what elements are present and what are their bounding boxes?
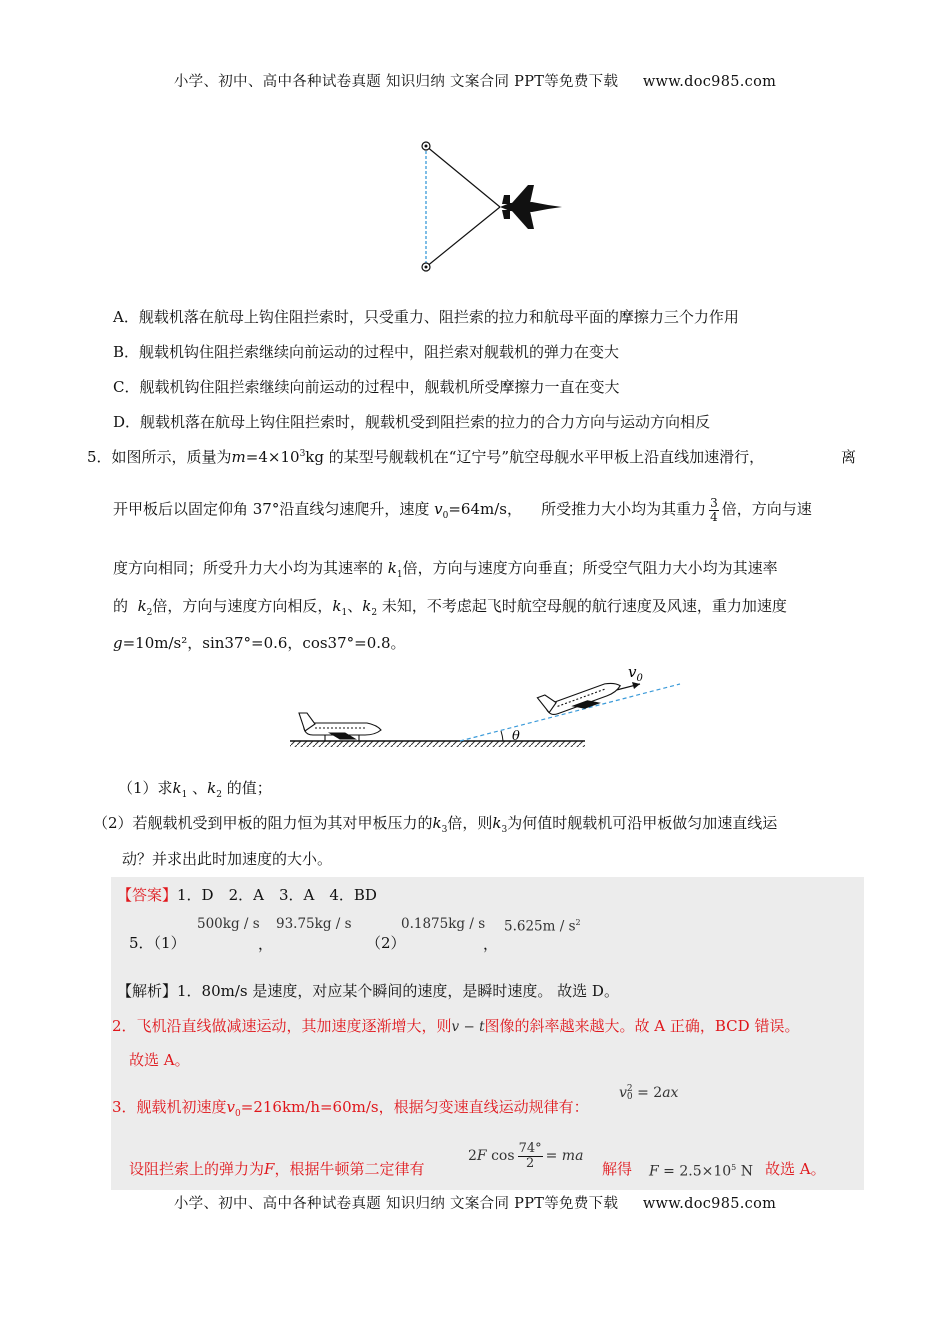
q5-text: 倍，方向与速度方向垂直；所受空气阻力大小均为其速率 — [402, 559, 778, 577]
analysis-line-2b: 故选 A。 — [129, 1051, 190, 1069]
fraction-numerator: 3 — [710, 496, 718, 510]
analysis-text: ，根据牛顿第二定律有 — [274, 1160, 425, 1178]
k1-symbol: k — [332, 597, 342, 615]
eq2-force: F — [476, 1148, 487, 1165]
vt-graph-symbol: v − t — [451, 1019, 485, 1035]
analysis-line-4 — [129, 1158, 424, 1179]
result-exponent: 5 — [731, 1163, 737, 1172]
fraction-denominator: 4 — [710, 509, 718, 524]
result-unit: N — [740, 1163, 753, 1180]
q5-text: 倍，方向与速度方向相反， — [152, 597, 333, 615]
k1-value: 500 — [197, 916, 223, 932]
angle-arc — [501, 731, 503, 741]
answer-k1 — [197, 916, 260, 932]
velocity-value: =64m/s， — [448, 500, 522, 519]
mass-exponent: 3 — [299, 449, 306, 459]
arresting-cable-figure — [400, 135, 580, 280]
k3-symbol: k — [432, 814, 442, 832]
takeoff-figure — [285, 655, 700, 755]
eq-v: v — [619, 1085, 627, 1102]
footer-url: www.doc985.com — [642, 1196, 777, 1212]
k3-value: 0.1875 — [401, 916, 449, 932]
comma: ， — [258, 935, 274, 953]
k2-unit: kg / s — [314, 916, 352, 932]
q4-option-c: C．舰载机钩住阻拦索继续向前运动的过程中，舰载机所受摩擦力一直在变大 — [113, 378, 620, 396]
q5-text: 倍，则 — [447, 814, 493, 832]
page-header — [0, 70, 950, 91]
analysis-line-2 — [112, 1015, 799, 1036]
cable-lower-line — [426, 207, 500, 267]
cable-upper-line — [426, 146, 500, 207]
theta-label: θ — [512, 729, 520, 744]
mass-value: =4×10 — [245, 448, 300, 466]
solve-label: 解得 — [602, 1160, 633, 1178]
eq-v-sub: 0 — [626, 1092, 633, 1103]
deck-hatching — [290, 741, 585, 747]
q5-text: 的值； — [226, 779, 272, 797]
q5-part-2-cont: 动？并求出此时加速度的大小。 — [122, 850, 333, 868]
answer-list: 1．D 2．A 3．A 4．BD — [177, 886, 377, 904]
unit-exponent: 2 — [575, 918, 581, 927]
k3-subscript: 3 — [501, 825, 508, 835]
answer-acceleration — [504, 918, 581, 935]
eq2-equals: = — [545, 1148, 558, 1165]
analysis-line-3 — [112, 1096, 589, 1119]
velocity-subscript: 0 — [235, 1109, 241, 1119]
result-value: = 2.5×10 — [663, 1163, 732, 1180]
analysis-tag: 【解析】 — [117, 982, 178, 1000]
newton-equation — [468, 1142, 583, 1170]
q5-part-2 — [93, 812, 777, 835]
q5-line-3 — [113, 557, 778, 580]
force-symbol: F — [264, 1160, 275, 1178]
comma: ， — [483, 935, 499, 953]
header-url: www.doc985.com — [642, 74, 777, 90]
k2-symbol: k — [137, 597, 147, 615]
k1-symbol: k — [387, 559, 397, 577]
eq-v-scripts — [627, 1085, 633, 1101]
angle-fraction — [518, 1142, 543, 1170]
gravity-symbol: g — [113, 634, 123, 652]
answer-k3 — [401, 916, 485, 932]
kinematics-equation — [619, 1085, 678, 1101]
k1-subscript: 1 — [341, 608, 348, 618]
choose-a: 故选 A。 — [765, 1160, 826, 1178]
analysis-text: 图像的斜率越来越大。故 A 正确，BCD 错误。 — [484, 1017, 800, 1035]
v0-label: $v_0$ — [628, 663, 643, 684]
q5-text: =10m/s²，sin37°=0.6，cos37°=0.8。 — [122, 634, 406, 652]
k2-subscript: 2 — [216, 790, 222, 800]
k3-symbol: k — [492, 814, 502, 832]
q5-text: 为何值时舰载机可沿甲板做匀加速直线运 — [507, 814, 778, 832]
eq2-denominator: 2 — [525, 1155, 535, 1171]
answer-tag: 【答案】 — [117, 886, 178, 904]
analysis-text: 3．舰载机初速度 — [112, 1098, 227, 1116]
q5-text: kg 的某型号舰载机在“辽宁号”航空母舰水平甲板上沿直线加速滑行， — [305, 448, 765, 466]
airplane-climbing-icon — [537, 670, 623, 722]
analysis-text: 设阻拦索上的弹力为 — [129, 1160, 265, 1178]
analysis-line-1 — [117, 980, 619, 1001]
velocity-symbol: v — [226, 1098, 236, 1116]
k2-value: 93.75 — [276, 916, 315, 932]
q5-line-4 — [113, 595, 787, 618]
k1-subscript: 1 — [396, 570, 403, 580]
q4-option-b: B．舰载机钩住阻拦索继续向前运动的过程中，阻拦索对舰载机的弹力在变大 — [113, 343, 620, 361]
analysis-text: 2．飞机沿直线做减速运动，其加速度逐渐增大，则 — [112, 1017, 452, 1035]
k2-symbol: k — [207, 779, 217, 797]
jet-silhouette-icon — [500, 185, 562, 229]
q5-line-5 — [113, 632, 406, 653]
k2-symbol: k — [362, 597, 372, 615]
climb-path-dashed — [460, 684, 680, 741]
q5-text: 、 — [192, 779, 208, 797]
answer-k2 — [276, 916, 352, 932]
answer-q5-label: 5．（1） — [129, 934, 186, 952]
q5-text: 倍，方向与速 — [721, 500, 812, 519]
answer-part2-label: （2） — [366, 934, 406, 952]
q5-text: 未知，不考虑起飞时航空母舰的航行速度及风速，重力加速度 — [381, 597, 787, 615]
q4-option-a: A．舰载机落在航母上钩住阻拦索时，只受重力、阻拦索的拉力和航母平面的摩擦力三个力作用 — [113, 308, 739, 326]
analysis-text: =216km/h=60m/s，根据匀变速直线运动规律有： — [240, 1098, 589, 1116]
page-footer — [0, 1192, 950, 1213]
eq2-ma: ma — [561, 1148, 584, 1165]
q5-text: 开甲板后以固定仰角 37°沿直线匀速爬升，速度 — [113, 500, 430, 519]
answer-line — [117, 884, 377, 905]
q5-text: 离 — [840, 448, 856, 466]
airplane-on-deck-icon — [299, 713, 381, 741]
analysis-text: 1．80m/s 是速度，对应某个瞬间的速度，是瞬时速度。 故选 D。 — [177, 982, 619, 1000]
eq2-numerator: 74° — [518, 1141, 542, 1156]
q5-text: 5．如图所示，质量为 — [87, 448, 232, 466]
eq-rhs: = 2 — [637, 1085, 663, 1102]
q5-text: 所受推力大小均为其重力 — [541, 500, 707, 519]
q5-text: （2）若舰载机受到甲板的阻力恒为其对甲板压力的 — [93, 814, 433, 832]
eq-v-sup: 2 — [626, 1084, 633, 1094]
mass-symbol: m — [231, 448, 246, 466]
lower-anchor-dot — [425, 266, 428, 269]
q5-text: 、 — [347, 597, 363, 615]
q5-part-1 — [118, 777, 272, 800]
q4-option-d: D．舰载机落在航母上钩住阻拦索时，舰载机受到阻拦索的拉力的合力方向与运动方向相反 — [113, 413, 711, 431]
velocity-subscript: 0 — [442, 511, 449, 522]
q5-text: 的 — [113, 597, 129, 615]
header-text: 小学、初中、高中各种试卷真题 知识归纳 文案合同 PPT等免费下载 — [173, 74, 619, 90]
q5-text: 度方向相同；所受升力大小均为其速率的 — [113, 559, 384, 577]
acceleration-value: 5.625 — [504, 918, 543, 935]
eq2-coefficient: 2 — [468, 1148, 477, 1165]
result-force: F — [649, 1163, 659, 1180]
k1-unit: kg / s — [222, 916, 260, 932]
eq-ax: ax — [662, 1085, 679, 1102]
k3-unit: kg / s — [448, 916, 486, 932]
k1-symbol: k — [172, 779, 182, 797]
three-quarters-fraction — [709, 497, 719, 523]
acceleration-unit: m / s — [542, 918, 576, 935]
velocity-symbol: v — [434, 500, 443, 519]
upper-anchor-dot — [425, 145, 428, 148]
q5-text: （1）求 — [118, 779, 173, 797]
k2-subscript: 2 — [146, 608, 153, 618]
force-result — [649, 1163, 753, 1180]
k1-subscript: 1 — [181, 790, 188, 800]
footer-text: 小学、初中、高中各种试卷真题 知识归纳 文案合同 PPT等免费下载 — [173, 1196, 619, 1212]
eq2-cos: cos — [491, 1148, 515, 1165]
q5-line-2 — [113, 497, 812, 523]
q5-line-1 — [87, 446, 862, 467]
k2-subscript: 2 — [371, 608, 378, 618]
k3-subscript: 3 — [441, 825, 448, 835]
